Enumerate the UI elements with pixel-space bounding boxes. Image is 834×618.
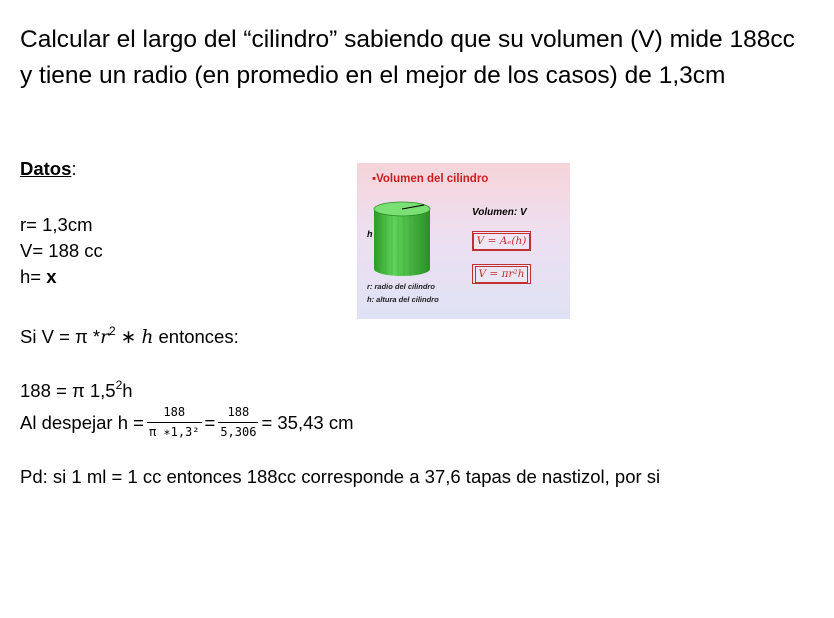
equals-sign: = xyxy=(204,411,216,433)
solve-line xyxy=(20,405,354,440)
formula-exponent: 2 xyxy=(108,324,116,338)
figure-h-label: h xyxy=(367,229,373,239)
result-value: = 35,43 cm xyxy=(261,411,354,433)
cylinder-icon xyxy=(372,199,432,279)
formula-box-1 xyxy=(472,231,531,251)
problem-statement: Calcular el largo del “cilindro” sabiendo que su volumen (V) mide 188cc y tiene un radio (en promedio en el mejor de los casos) de 1,3cm xyxy=(20,26,795,89)
substitution-h: h xyxy=(122,380,133,401)
substitution-line xyxy=(20,374,133,402)
formula-box-1-text: V = Aₑ(h) xyxy=(473,233,531,250)
figure-title: ▪Volumen del cilindro xyxy=(372,173,489,185)
footnote: Pd: si 1 ml = 1 cc entonces 188cc corresponde a 37,6 tapas de nastizol, por si xyxy=(20,466,661,487)
formula-times: ∗ xyxy=(115,326,142,347)
volume-formula-line xyxy=(20,320,239,349)
height-unknown: x xyxy=(46,266,57,287)
figure-volume-label: Volumen: V xyxy=(472,207,527,218)
height-prefix: h= xyxy=(20,266,47,287)
legend-height: h: altura del cilindro xyxy=(367,295,439,304)
fraction-2-denominator: 5,306 xyxy=(218,422,258,440)
fraction-1-numerator: 188 xyxy=(163,405,186,419)
datos-heading-line xyxy=(20,158,77,180)
fraction-2 xyxy=(218,405,258,440)
fraction-1-denominator: π ∗1,3² xyxy=(147,422,202,440)
formula-box-2 xyxy=(472,264,531,284)
formula-box-2-text: V = πr²h xyxy=(475,266,529,283)
formula-prefix: Si V = π * xyxy=(20,326,101,347)
solve-label: Al despejar h = xyxy=(20,411,144,433)
height-value xyxy=(20,266,57,288)
formula-r: r xyxy=(100,327,109,348)
substitution-main: 188 = π 1,5 xyxy=(20,380,116,401)
legend-radius: r: radio del cilindro xyxy=(367,282,435,291)
datos-colon: : xyxy=(71,158,77,179)
substitution-exponent: 2 xyxy=(115,378,123,392)
fraction-2-numerator: 188 xyxy=(227,405,250,419)
datos-heading: Datos xyxy=(20,158,72,179)
radius-value: r= 1,3cm xyxy=(20,214,93,235)
formula-suffix: entonces: xyxy=(153,326,239,347)
cylinder-volume-figure xyxy=(357,163,570,319)
volume-value: V= 188 cc xyxy=(20,240,103,261)
fraction-1 xyxy=(147,405,202,440)
formula-h: h xyxy=(141,327,154,348)
